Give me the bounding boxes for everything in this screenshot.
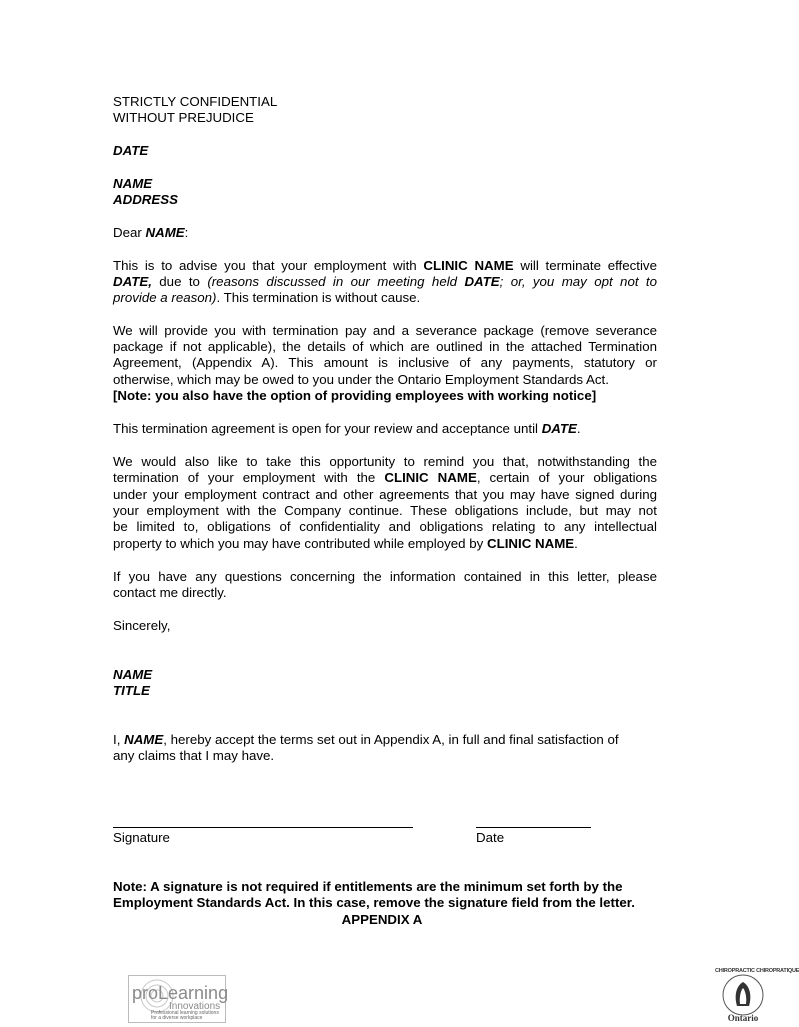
logo-tagline-2: for a diverse workplace bbox=[151, 1015, 203, 1021]
paragraph-1-line-3: provide a reason). This termination is without cause. bbox=[113, 290, 421, 305]
seal-ontario-text: Ontario bbox=[727, 1013, 759, 1023]
paragraph-4-line-2: termination of your employment with the CLINIC NAME, certain of your obligations bbox=[113, 470, 657, 485]
logo-sub: Innovations bbox=[169, 1001, 221, 1012]
signer-title: TITLE bbox=[113, 683, 150, 698]
salutation: Dear NAME: bbox=[113, 225, 189, 240]
signer-name: NAME bbox=[113, 667, 153, 682]
paragraph-4-line-6: property to which you may have contributed while employed by CLINIC NAME. bbox=[113, 536, 578, 551]
note-line-2: Employment Standards Act. In this case, remove the signature field from the letter. bbox=[113, 895, 635, 910]
acceptance-line-1: I, NAME, hereby accept the terms set out in Appendix A, in full and final satisfaction of bbox=[113, 732, 619, 747]
paragraph-3: This termination agreement is open for your review and acceptance until DATE. bbox=[113, 421, 581, 436]
paragraph-4-line-1: We would also like to take this opportunity to remind you that, notwithstanding the bbox=[113, 454, 657, 469]
paragraph-2-note: [Note: you also have the option of providing employees with working notice] bbox=[113, 388, 597, 403]
recipient-address: ADDRESS bbox=[113, 192, 179, 207]
date-line bbox=[476, 827, 591, 828]
paragraph-1-line-2: DATE, due to (reasons discussed in our meeting held DATE; or, you may opt not to bbox=[113, 274, 657, 289]
paragraph-2-line-4: otherwise, which may be owed to you under the Ontario Employment Standards Act. bbox=[113, 372, 609, 387]
paragraph-2-line-3: Agreement, (Appendix A). This amount is inclusive of any payments, statutory or bbox=[113, 355, 657, 370]
chiropractic-ontario-seal bbox=[714, 962, 799, 1024]
paragraph-1-line-1: This is to advise you that your employment with CLINIC NAME will terminate effective bbox=[113, 258, 657, 273]
paragraph-4-line-4: your employment with the Company continue. These obligations include, but may not bbox=[113, 503, 657, 518]
paragraph-5-line-1: If you have any questions concerning the information contained in this letter, please bbox=[113, 569, 657, 584]
prolearning-logo bbox=[128, 975, 229, 1023]
paragraph-2-line-1: We will provide you with termination pay and a severance package (remove severance bbox=[113, 323, 657, 338]
acceptance-line-2: any claims that I may have. bbox=[113, 748, 275, 763]
date-label: Date bbox=[476, 830, 505, 845]
seal-arc-text: CHIROPRACTIC CHIROPRATIQUE bbox=[715, 968, 799, 974]
signature-line bbox=[113, 827, 413, 828]
logo-tagline-1: Professional learning solutions bbox=[151, 1010, 219, 1016]
note-line-1: Note: A signature is not required if entitlements are the minimum set forth by the bbox=[113, 879, 623, 894]
confidential-line: STRICTLY CONFIDENTIAL bbox=[113, 94, 278, 109]
date-field: DATE bbox=[113, 143, 149, 158]
paragraph-4-line-5: be limited to, obligations of confidentiality and obligations relating to any intellectual bbox=[113, 519, 657, 534]
appendix-title: APPENDIX A bbox=[341, 912, 423, 927]
paragraph-2-line-2: package if not applicable), the details of which are outlined in the attached Termination bbox=[113, 339, 657, 354]
signature-label: Signature bbox=[113, 830, 170, 845]
logo-brand-pro: pro bbox=[132, 983, 159, 1003]
closing: Sincerely, bbox=[113, 618, 171, 633]
without-prejudice-line: WITHOUT PREJUDICE bbox=[113, 110, 254, 125]
logo-brand-learning: Learning bbox=[158, 983, 229, 1003]
recipient-name: NAME bbox=[113, 176, 153, 191]
paragraph-4-line-3: under your employment contract and other agreements that you may have signed during bbox=[113, 487, 657, 502]
paragraph-5-line-2: contact me directly. bbox=[113, 585, 227, 600]
